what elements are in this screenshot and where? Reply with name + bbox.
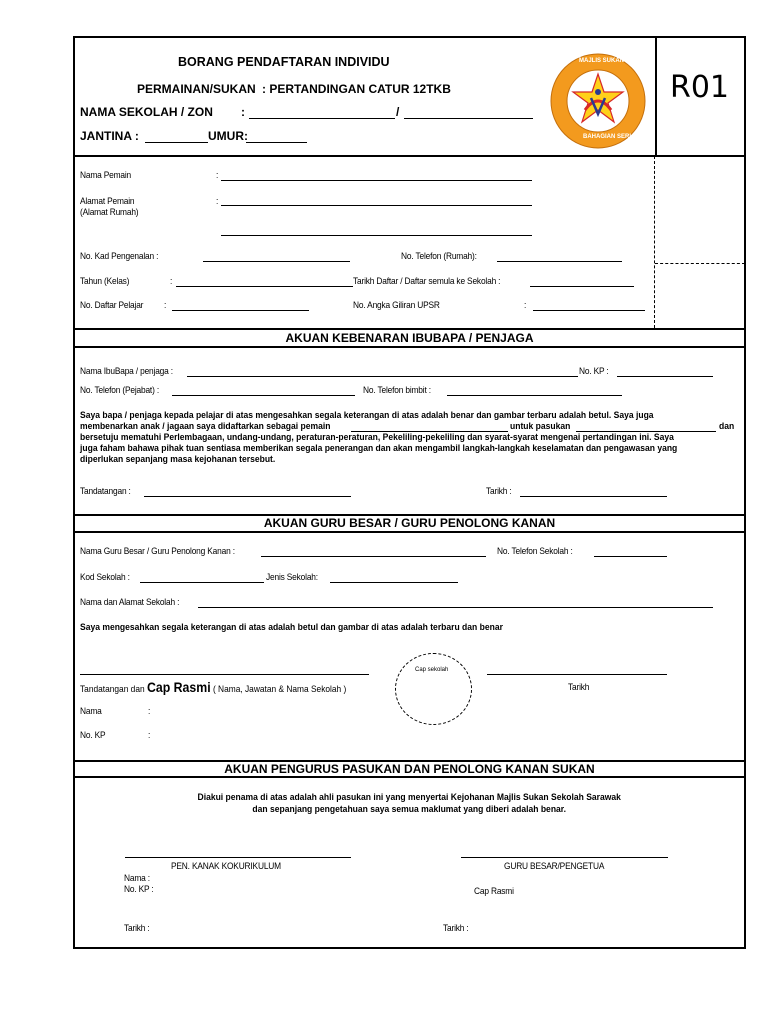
headmaster-kp-label: No. KP	[80, 730, 106, 741]
headmaster-name-colon: :	[148, 706, 151, 717]
principal-stamp: Cap Rasmi	[474, 886, 514, 897]
office-phone-label: No. Telefon (Pejabat) :	[80, 385, 159, 396]
cocurriculum-signature-field[interactable]	[125, 857, 351, 858]
parent-kp-label: No. KP :	[579, 366, 609, 377]
headmaster-date-label: Tarikh	[568, 682, 590, 693]
headmaster-name-field[interactable]	[261, 556, 486, 557]
team-heading: AKUAN PENGURUS PASUKAN DAN PENOLONG KANAN SUKAN	[224, 762, 595, 776]
team-declaration	[74, 792, 745, 816]
address-field-2[interactable]	[221, 235, 532, 236]
logo-text-top: MAJLIS SUKAN SEKOLAH	[579, 58, 656, 64]
player-name-colon: :	[216, 170, 219, 181]
parent-declaration-3: bersetuju mematuhi Perlembagaan, undang-undang, peraturan-peraturan, Pekeliling-pekeliling dan syarat-syarat mengenai pertandingan ini. Saya	[80, 432, 674, 443]
parent-declaration-5: diperlukan sepanjang masa kejohanan tersebut.	[80, 454, 276, 465]
game-label: PERMAINAN/SUKAN	[137, 82, 256, 96]
phone-home-field[interactable]	[497, 261, 622, 262]
address-field-1[interactable]	[221, 205, 532, 206]
photo-box-mid	[655, 263, 745, 264]
phone-home-label: No. Telefon (Rumah):	[401, 251, 477, 262]
headmaster-date-field[interactable]	[487, 674, 667, 675]
team-heading-bottom	[74, 776, 745, 778]
code-column-divider	[655, 36, 657, 156]
parent-signature-field[interactable]	[144, 496, 351, 497]
gender-label: JANTINA :	[80, 129, 139, 143]
ic-field[interactable]	[203, 261, 350, 262]
cocurriculum-name: Nama :	[124, 873, 150, 884]
parent-date-label: Tarikh :	[486, 486, 512, 497]
parent-declaration-4: juga faham bahawa pihak tuan sentiasa memberikan segala penerangan dan akan mengambil langkah-langkah keselamatan dan pengawasan yang	[80, 443, 678, 454]
parent-declaration-2c: dan	[719, 421, 735, 432]
year-field[interactable]	[176, 286, 353, 287]
address-label-1: Alamat Pemain	[80, 196, 135, 207]
photo-box-left	[654, 156, 655, 328]
headmaster-heading: AKUAN GURU BESAR / GURU PENOLONG KANAN	[263, 516, 556, 530]
team-declaration-1: Diakui penama di atas adalah ahli pasukan ini yang menyertai Kejohanan Majlis Sukan Sekolah Sarawak	[197, 792, 622, 803]
cocurriculum-kp: No. KP :	[124, 884, 154, 895]
upsr-colon: :	[524, 300, 527, 311]
parent-name-label: Nama IbuBapa / penjaga :	[80, 366, 173, 377]
cocurriculum-date: Tarikh :	[124, 923, 150, 934]
parent-declaration-2b: untuk pasukan	[510, 421, 571, 432]
header-bottom-line	[74, 155, 745, 157]
enrol-label: Tarikh Daftar / Daftar semula ke Sekolah :	[353, 276, 501, 287]
age-field-line[interactable]	[246, 142, 307, 143]
school-stamp-label: Cap sekolah	[415, 667, 449, 673]
school-type-label: Jenis Sekolah:	[266, 572, 318, 583]
headmaster-heading-bottom	[74, 531, 745, 533]
parent-heading: AKUAN KEBENARAN IBUBAPA / PENJAGA	[285, 331, 534, 345]
mobile-field[interactable]	[447, 395, 622, 396]
game-value: : PERTANDINGAN CATUR 12TKB	[262, 82, 451, 96]
school-field-line-2[interactable]	[404, 118, 533, 119]
parent-heading-top	[74, 328, 745, 330]
headmaster-kp-colon: :	[148, 730, 151, 741]
school-label: NAMA SEKOLAH / ZON	[80, 105, 213, 119]
principal-signature-field[interactable]	[461, 857, 668, 858]
headmaster-name-label: Nama Guru Besar / Guru Penolong Kanan :	[80, 546, 235, 557]
parent-name-field[interactable]	[187, 376, 578, 377]
enrol-field[interactable]	[530, 286, 634, 287]
headmaster-declaration: Saya mengesahkan segala keterangan di atas adalah betul dan gambar di atas adalah terbaru dan benar	[80, 622, 503, 633]
year-colon: :	[170, 276, 173, 287]
school-type-field[interactable]	[330, 582, 458, 583]
parent-heading-bottom	[74, 346, 745, 348]
form-title: BORANG PENDAFTARAN INDIVIDU	[178, 55, 390, 69]
player-name-label: Nama Pemain	[80, 170, 132, 181]
upsr-label: No. Angka Giliran UPSR	[353, 300, 440, 311]
school-address-label: Nama dan Alamat Sekolah :	[80, 597, 180, 608]
year-label: Tahun (Kelas)	[80, 276, 130, 287]
office-phone-field[interactable]	[172, 395, 355, 396]
school-code-field[interactable]	[140, 582, 264, 583]
signature-suffix: ( Nama, Jawatan & Nama Sekolah )	[210, 684, 347, 695]
ic-label: No. Kad Pengenalan :	[80, 251, 159, 262]
student-no-label: No. Daftar Pelajar	[80, 300, 144, 311]
school-slash: /	[396, 105, 400, 119]
player-name-field[interactable]	[221, 180, 532, 181]
principal-date: Tarikh :	[443, 923, 469, 934]
school-address-field[interactable]	[198, 607, 713, 608]
signature-big: Cap Rasmi	[146, 679, 211, 695]
logo-text-bottom: BAHAGIAN SERIAN	[583, 134, 640, 140]
school-colon: :	[241, 105, 245, 119]
school-phone-label: No. Telefon Sekolah :	[497, 546, 573, 557]
student-no-field[interactable]	[172, 310, 309, 311]
signature-prefix: Tandatangan dan	[80, 684, 147, 695]
parent-date-field[interactable]	[520, 496, 667, 497]
form-code: R01	[670, 70, 730, 105]
mobile-label: No. Telefon bimbit :	[363, 385, 431, 396]
cocurriculum-title: PEN. KANAK KOKURIKULUM	[171, 861, 281, 872]
parent-signature-label: Tandatangan :	[80, 486, 131, 497]
gender-field-line[interactable]	[145, 142, 208, 143]
parent-kp-field[interactable]	[617, 376, 713, 377]
school-stamp-circle	[395, 653, 472, 725]
student-no-colon: :	[164, 300, 167, 311]
age-label: UMUR:	[208, 129, 248, 143]
address-colon: :	[216, 196, 219, 207]
address-label-2: (Alamat Rumah)	[80, 207, 139, 218]
headmaster-name-label-2: Nama	[80, 706, 102, 717]
principal-title: GURU BESAR/PENGETUA	[504, 861, 605, 872]
school-field-line-1[interactable]	[249, 118, 395, 119]
headmaster-signature-field[interactable]	[80, 674, 369, 675]
parent-declaration-2a: membenarkan anak / jagaan saya didaftarkan sebagai pemain	[80, 421, 331, 432]
upsr-field[interactable]	[533, 310, 645, 311]
headmaster-signature-label	[80, 679, 346, 695]
school-code-label: Kod Sekolah :	[80, 572, 130, 583]
school-phone-field[interactable]	[594, 556, 667, 557]
team-declaration-2: dan sepanjang pengetahuan saya semua maklumat yang diberi adalah benar.	[252, 804, 567, 815]
parent-declaration-1: Saya bapa / penjaga kepada pelajar di atas mengesahkan segala keterangan di atas adalah benar dan gambar terbaru adalah betul. Saya juga	[80, 410, 654, 421]
